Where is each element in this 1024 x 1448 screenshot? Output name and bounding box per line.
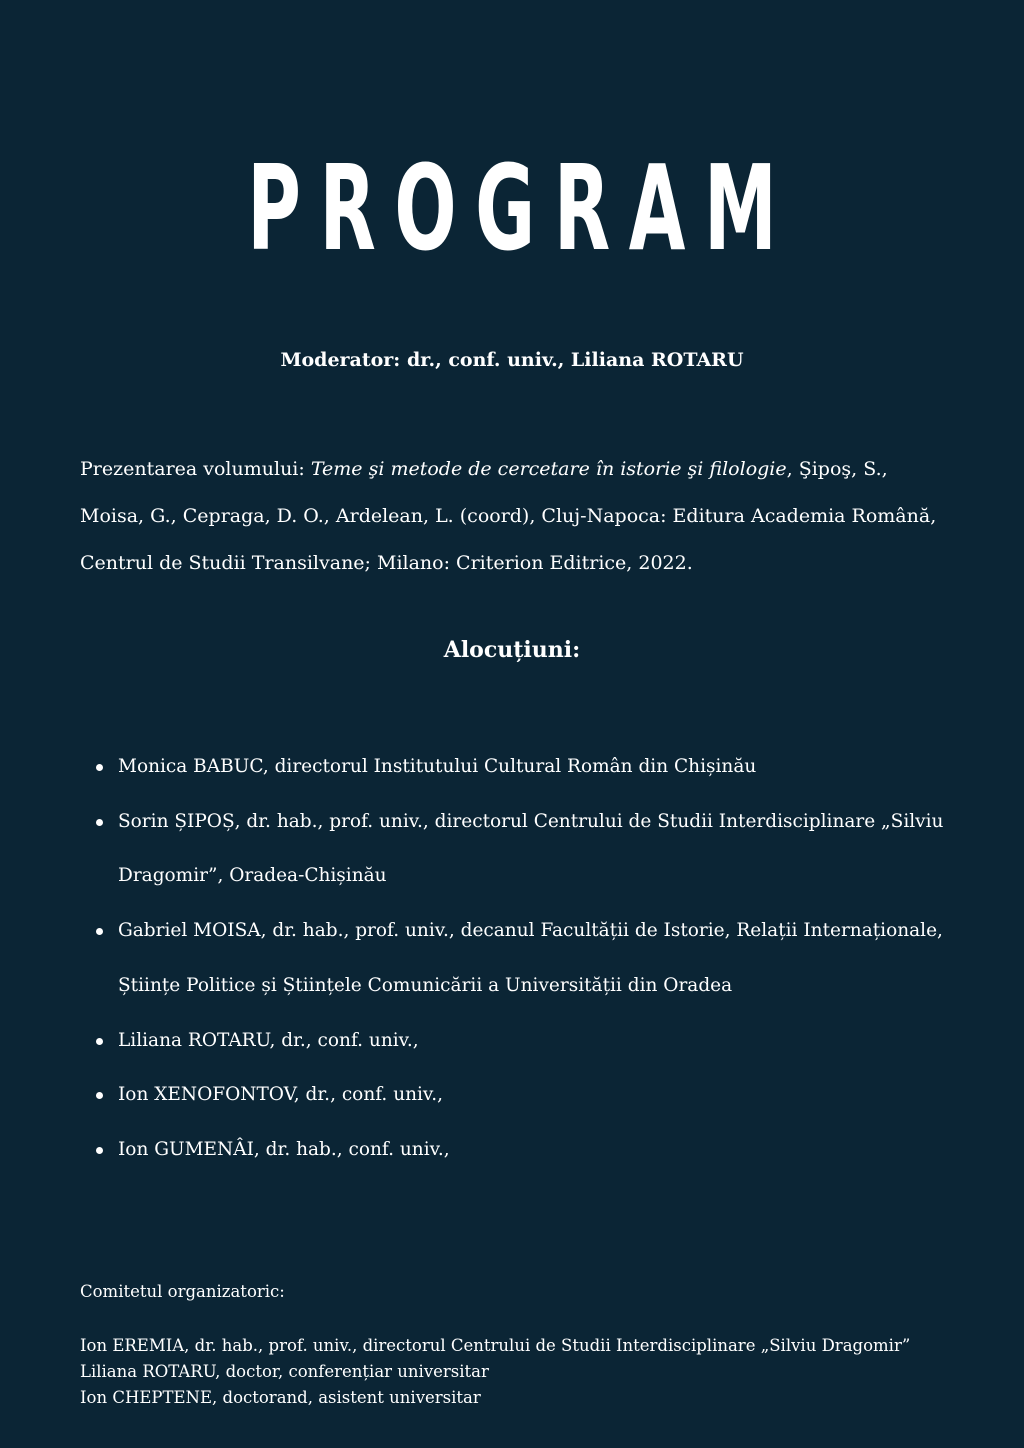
page-title: PROGRAM [247, 139, 796, 277]
committee-member: Liliana ROTARU, doctor, conferențiar universitar [80, 1362, 489, 1381]
bullet-icon [96, 1147, 103, 1154]
speaker-text: Monica BABUC, directorul Institutului Cultural Român din Chișinău [118, 756, 757, 777]
speaker-item [96, 740, 976, 795]
bullet-icon [96, 1092, 103, 1099]
bullet-icon [96, 819, 103, 826]
speaker-text: Sorin ȘIPOȘ, dr. hab., prof. univ., directorul Centrului de Studii Interdisciplinare „Silviu Dragomir”, Oradea-Chișinău [118, 810, 944, 887]
speakers-list [96, 740, 976, 1178]
speaker-text: Ion GUMENÂI, dr. hab., conf. univ., [118, 1138, 450, 1160]
committee-title: Comitetul organizatoric: [80, 1282, 285, 1301]
bullet-icon [96, 764, 103, 771]
committee-member: Ion EREMIA, dr. hab., prof. univ., directorul Centrului de Studii Interdisciplinare „Silviu Dragomir” [80, 1336, 911, 1355]
presentation-prefix: Prezentarea volumului: [80, 458, 311, 480]
bullet-icon [96, 928, 103, 935]
speaker-text: Liliana ROTARU, dr., conf. univ., [118, 1029, 419, 1051]
speaker-item [96, 904, 976, 1013]
book-title: Teme şi metode de cercetare în istorie şi filologie [310, 458, 787, 480]
book-presentation [80, 446, 950, 587]
speeches-heading: Alocuțiuni: [443, 637, 581, 663]
speaker-item [96, 1123, 976, 1178]
presentation-details: , Şipoş, S., Moisa, G., Cepraga, D. O., Ardelean, L. (coord), Cluj-Napoca: Editura Academia Română, Centrul de Studii Transilvane; Milano: Criterion Editrice, 2022. [80, 458, 937, 574]
bullet-icon [96, 1038, 103, 1045]
speaker-item [96, 795, 976, 904]
committee-member: Ion CHEPTENE, doctorand, asistent universitar [80, 1388, 481, 1407]
moderator-line: Moderator: dr., conf. univ., Liliana ROTARU [280, 349, 744, 371]
speaker-item [96, 1068, 976, 1123]
speaker-item [96, 1014, 976, 1069]
committee-members [80, 1333, 980, 1411]
speaker-text: Ion XENOFONTOV, dr., conf. univ., [118, 1084, 443, 1106]
speaker-text: Gabriel MOISA, dr. hab., prof. univ., decanul Facultății de Istorie, Relații Internaționale, Științe Politice și Științele Comunicării a Universității din Oradea [118, 920, 943, 996]
